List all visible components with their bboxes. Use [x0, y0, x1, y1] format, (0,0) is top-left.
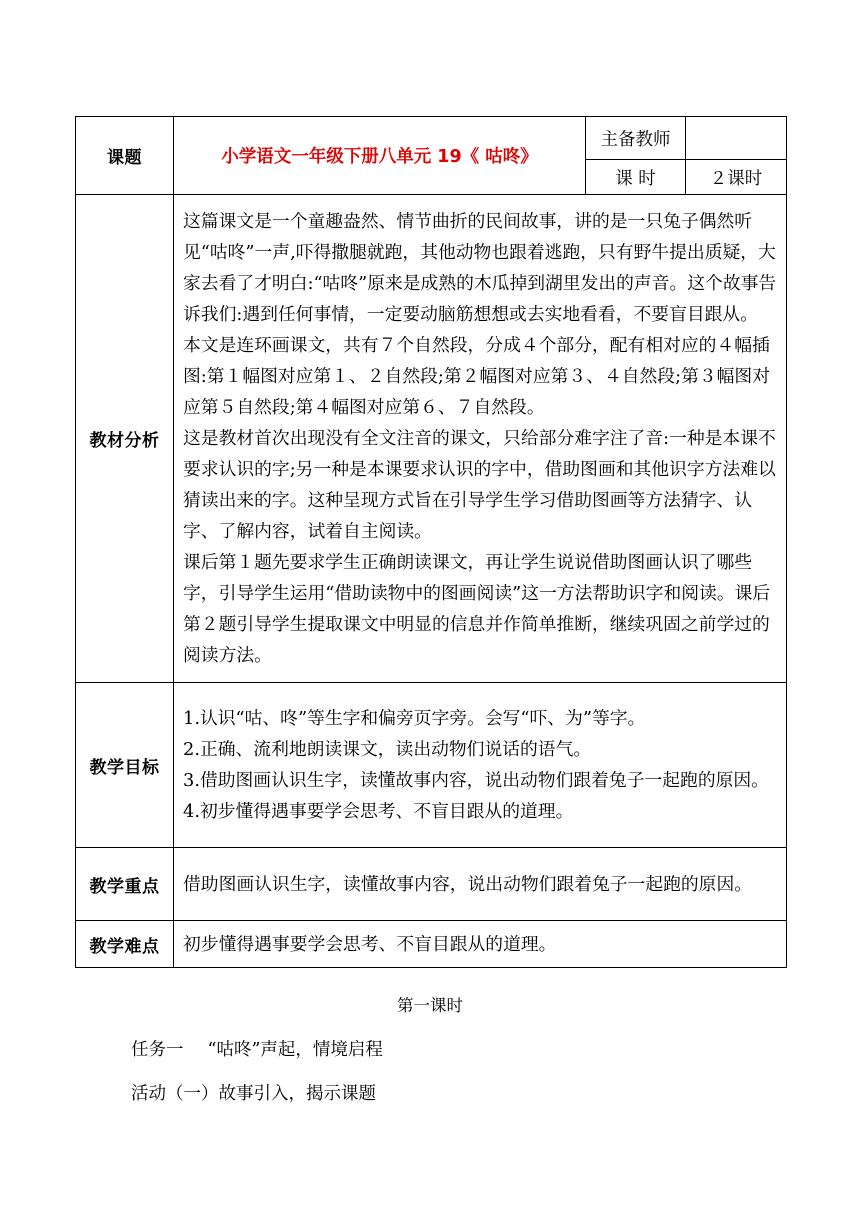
lead-teacher-value: [686, 117, 787, 160]
analysis-content: [174, 195, 787, 683]
key-points-content: 借助图画认识生字，读懂故事内容，说出动物们跟着兔子一起跑的原因。: [174, 848, 787, 921]
task-text: “咕咚”声起，情境启程: [207, 1040, 383, 1060]
goal-item: 4.初步懂得遇事要学会思考、不盲目跟从的道理。: [183, 801, 574, 822]
analysis-paragraph: 课后第１题先要求学生正确朗读课文，再让学生说说借助图画认识了哪些字，引导学生运用“借助读物中的图画阅读”这一方法帮助识字和阅读。课后第２题引导学生提取课文中明显的信息并作简单推断，继续巩固之前学过的阅读方法。: [183, 552, 771, 666]
lead-teacher-label: 主备教师: [586, 117, 686, 160]
analysis-paragraph: 这篇课文是一个童趣盎然、情节曲折的民间故事，讲的是一只兔子偶然听见“咕咚”一声,吓得撒腿就跑，其他动物也跟着逃跑，只有野牛提出质疑，大家去看了才明白:“咕咚”原来是成熟的木瓜掉到湖里发出的声音。这个故事告诉我们:遇到任何事情，一定要动脑筋想想或去实地看看，不要盲目跟从。: [183, 211, 777, 325]
lesson-plan-table: [75, 116, 787, 968]
activity-heading: 活动（一）故事引入，揭示课题: [131, 1084, 376, 1104]
goal-item: 3.借助图画认识生字，读懂故事内容，说出动物们跟着兔子一起跑的原因。: [183, 770, 769, 791]
task-prefix: 任务一: [131, 1040, 184, 1060]
lesson-heading: 第一课时: [397, 996, 463, 1015]
goal-item: 1.认识“咕、咚”等生字和偏旁页字旁。会写“吓、为”等字。: [183, 708, 646, 729]
difficulties-label: 教学难点: [76, 921, 174, 968]
analysis-paragraph: 本文是连环画课文，共有７个自然段，分成４个部分，配有相对应的４幅插图:第１幅图对应第１、２自然段;第２幅图对应第３、４自然段;第３幅图对应第５自然段;第４幅图对应第６、７自然段。: [183, 335, 770, 418]
goals-content: [174, 683, 787, 848]
lesson-title: 小学语文一年级下册八单元 19《 咕咚》: [174, 117, 586, 195]
goals-label: 教学目标: [76, 683, 174, 848]
key-points-label: 教学重点: [76, 848, 174, 921]
hours-value: ２课时: [686, 160, 787, 195]
analysis-label: 教材分析: [76, 195, 174, 683]
analysis-paragraph: 这是教材首次出现没有全文注音的课文，只给部分难字注了音:一种是本课不要求认识的字;另一种是本课要求认识的字中，借助图画和其他识字方法难以猜读出来的字。这种呈现方式旨在引导学生学习借助图画等方法猜字、认字、了解内容，试着自主阅读。: [183, 428, 776, 542]
hours-label: 课 时: [586, 160, 686, 195]
topic-label: 课题: [76, 117, 174, 195]
goal-item: 2.正确、流利地朗读课文，读出动物们说话的语气。: [183, 739, 592, 760]
task-heading: [131, 1036, 383, 1061]
difficulties-content: 初步懂得遇事要学会思考、不盲目跟从的道理。: [174, 921, 787, 968]
